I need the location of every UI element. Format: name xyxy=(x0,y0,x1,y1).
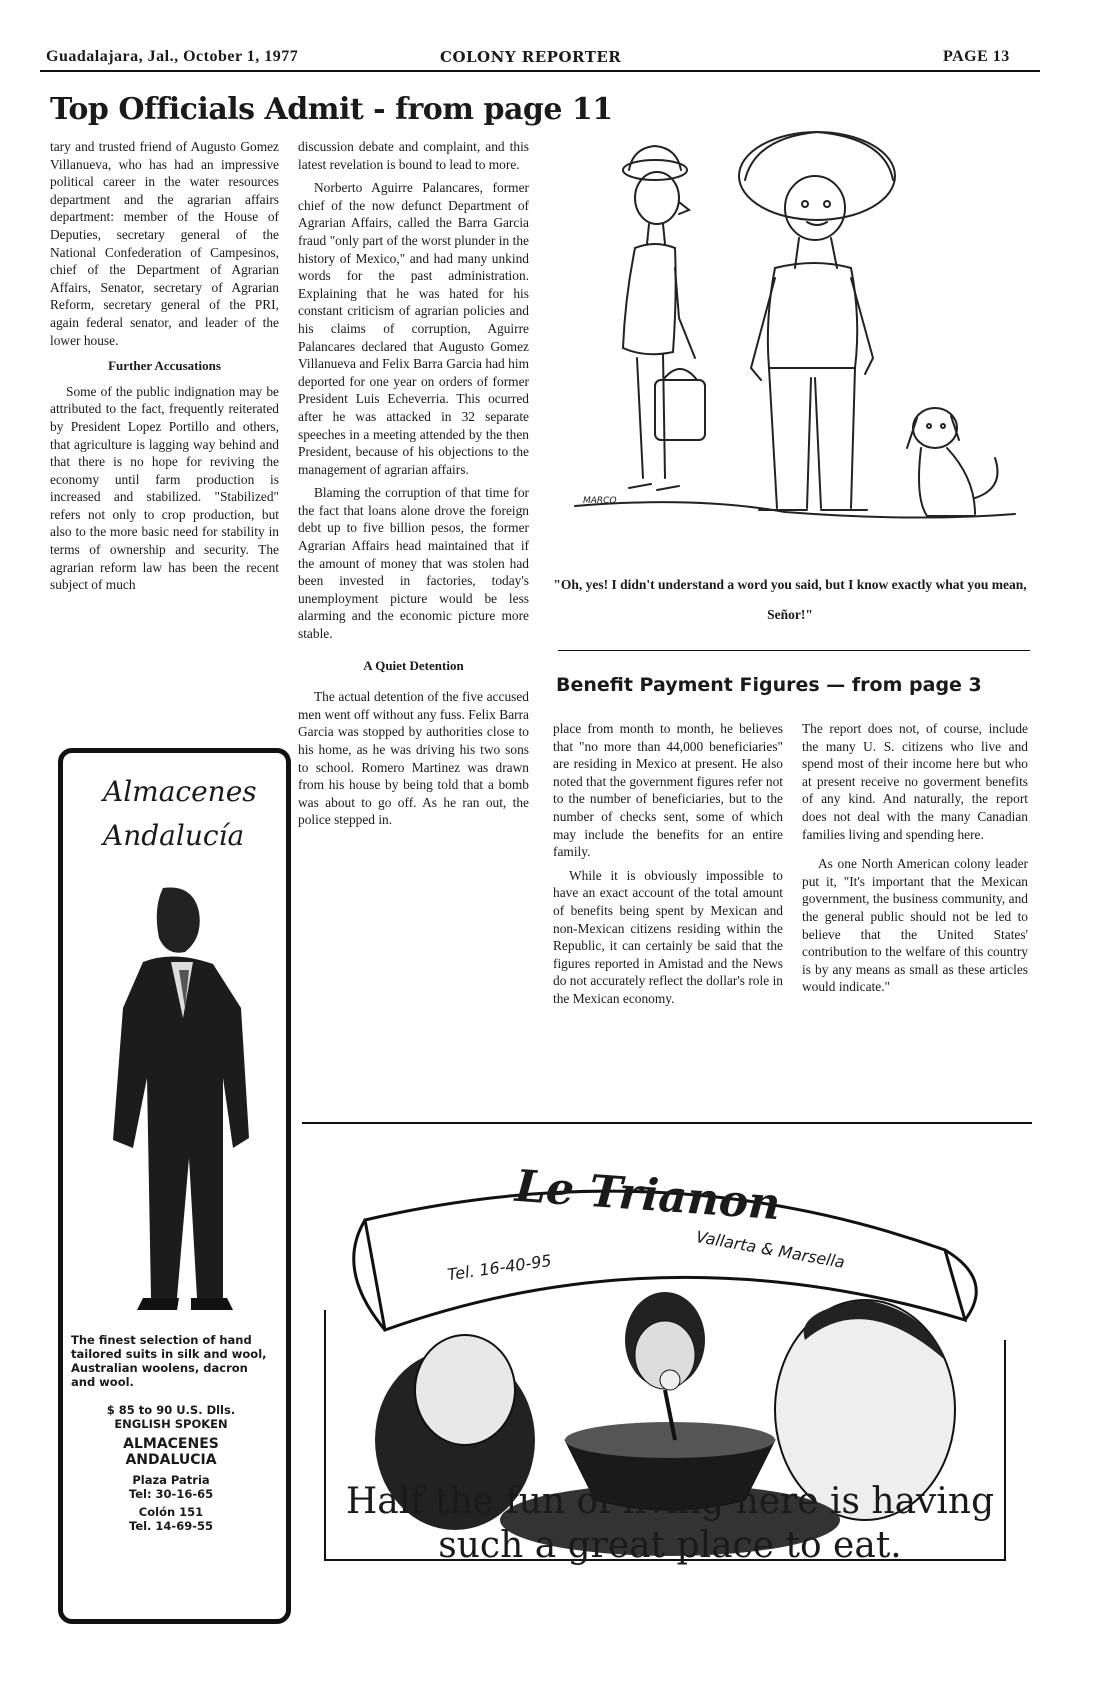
ad-trianon-address: Vallarta & Marsella xyxy=(694,1227,847,1272)
ad-le-trianon xyxy=(305,1140,1035,1585)
article-paragraph: The report does not, of course, include the many U. S. citizens who live and spend most of their income here but who at present receive no goverment benefits of any kind. And naturally, the report does not deal with the many Canadian families living and spending here. xyxy=(802,721,1028,842)
article1-headline: Top Officials Admit - from page 11 xyxy=(50,92,613,127)
ad-tel-1: Tel: 30-16-65 xyxy=(128,1487,214,1501)
header-page-number: PAGE 13 xyxy=(943,48,1010,65)
ad-trianon-slogan-2: such a great place to eat. xyxy=(438,1525,902,1566)
article1-subhead-detention: A Quiet Detention xyxy=(363,657,464,673)
ad-almacenes-andalucia xyxy=(58,748,291,1624)
article2-column-1 xyxy=(553,720,783,1014)
article-paragraph: Blaming the corruption of that time for the fact that loans alone drove the foreign debt up to five billion pesos, the former Agrarian Affairs head maintained that if the amount of money that was stolen had been invested in factories, today's unemployment picture would be less alarming and the economic picture more stable. xyxy=(298,485,529,642)
header-paper-name: COLONY REPORTER xyxy=(440,48,622,66)
ad-address-1: Plaza Patria xyxy=(132,1473,210,1487)
ad-trianon-slogan-1: Half the fun of living here is having xyxy=(345,1481,995,1522)
article1-column-2 xyxy=(298,138,529,835)
ad-trianon-tel: Tel. 16-40-95 xyxy=(446,1250,553,1285)
section-rule xyxy=(302,1122,1032,1124)
article1-subhead-accusations: Further Accusations xyxy=(108,358,221,374)
article1-column-1 xyxy=(50,138,279,600)
article-paragraph: tary and trusted friend of Augusto Gomez Villanueva, who has had an impressive political career in the water resources department and the agrarian affairs department: member of the House of Deputies, secretary general of the National Confederation of Campesinos, chief of the Department of Agrarian Affairs, Senator, secretary of Agrarian Reform, secretary general of the PRI, again federal senator, and leader of the lower house. xyxy=(50,139,279,348)
ad-english-spoken: ENGLISH SPOKEN xyxy=(114,1417,228,1431)
cartoon-caption: "Oh, yes! I didn't understand a word you said, but I know exactly what you mean, Señor!" xyxy=(553,577,1027,622)
ad-price: $ 85 to 90 U.S. Dlls. xyxy=(106,1403,236,1417)
ad-address-2: Colón 151 xyxy=(138,1505,204,1519)
section-rule xyxy=(558,650,1030,651)
ad-store-name-2: ANDALUCIA xyxy=(125,1452,217,1468)
ad-brand-line-2: Andalucía xyxy=(103,819,245,852)
article-paragraph: place from month to month, he believes that "no more than 44,000 beneficiaries" are residing in Mexico at present. He also noted that the government figures refer not to the number of beneficiaries, but to the number of checks sent, some of which may include the benefits for an entire family. xyxy=(553,721,783,860)
ad-store-name-1: ALMACENES xyxy=(123,1436,219,1452)
ad-tagline: The finest selection of hand tailored suits in silk and wool, Australian woolens, dacron and wool. xyxy=(71,1333,267,1389)
article2-headline: Benefit Payment Figures — from page 3 xyxy=(556,674,982,696)
article-paragraph: The actual detention of the five accused men went off without any fuss. Felix Barra Garcia was stopped by authorities close to his home, as he was driving his two sons to school. Romero Martinez was drawn from his house by being told that a bomb was about to go off. As he ran out, the police stepped in. xyxy=(298,689,529,828)
ad-trianon-name: Le Trianon xyxy=(513,1160,782,1231)
article-paragraph: Norberto Aguirre Palancares, former chief of the now defunct Department of Agrarian Affairs, called the Barra Garcia fraud "only part of the worst plunder in the history of Mexico," and had many unkind words for the past administration. Explaining that he was hated for his constant criticism of agrarian policies and his claims of corruption, Aguirre Palancares declared that Augusto Gomez Villanueva and Felix Barra Garcia had him deported for one year on orders of former President Luis Echeverria. This ocurred after he was attacked in 32 separate speeches in a meeting attended by the then President, because of his objections to the management of agrarian affairs. xyxy=(298,180,529,477)
header-place-date: Guadalajara, Jal., October 1, 1977 xyxy=(46,48,299,65)
ad-man-in-suit-illustration xyxy=(73,878,273,1318)
ad-brand-line-1: Almacenes xyxy=(103,775,257,808)
article-paragraph: As one North American colony leader put it, "It's important that the Mexican government, the business community, and the general public should not be led to believe that the United States' contribution to the welfare of this country is by any means as small as these articles would indicate." xyxy=(802,856,1028,995)
article-paragraph: discussion debate and complaint, and this latest revelation is bound to lead to more. xyxy=(298,139,529,172)
article-paragraph: Some of the public indignation may be attributed to the fact, frequently reiterated by President Lopez Portillo and others, that agriculture is lagging way behind and that there is no hope for reviving the economy until farm production is increased and stabilized. "Stabilized" refers not only to crop production, but also to the more basic need for stability in terms of ownership and security. The agrarian reform law has been the recent subject of much xyxy=(50,383,279,593)
cartoon-signature: MARCO xyxy=(583,496,617,506)
ad-tel-2: Tel. 14-69-55 xyxy=(129,1519,213,1533)
header-rule xyxy=(40,70,1040,72)
article2-column-2 xyxy=(802,720,1028,1002)
article-paragraph: While it is obviously impossible to have an exact account of the total amount of benefits being spent by Mexican and non-Mexican citizens residing within the Republic, it can certainly be said that the figures reported in Amistad and the News do not accurately reflect the dollar's role in the Mexican economy. xyxy=(553,867,783,1006)
cartoon-illustration xyxy=(555,118,1035,558)
